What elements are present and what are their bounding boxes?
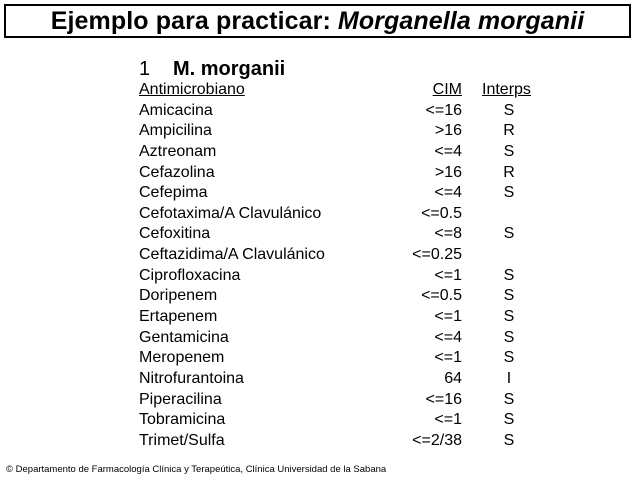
table-row: [139, 390, 539, 411]
table-row: [139, 328, 539, 349]
mic-value: <=4: [434, 328, 462, 346]
drug-name: Gentamicina: [139, 328, 229, 346]
drug-name: Cefazolina: [139, 163, 215, 181]
drug-name: Ciprofloxacina: [139, 266, 241, 284]
table-row: [139, 101, 539, 122]
interp-value: R: [503, 163, 515, 181]
header-antimicrobial: Antimicrobiano: [139, 81, 245, 98]
slide-title: [4, 4, 631, 38]
interp-value: S: [503, 328, 515, 346]
drug-name: Meropenem: [139, 349, 225, 367]
interp-value: S: [503, 287, 515, 305]
table-row: [139, 266, 539, 287]
mic-value: >16: [434, 163, 462, 181]
header-interp: Interps: [482, 81, 531, 98]
interp-value: R: [503, 122, 515, 140]
mic-value: <=2/38: [412, 431, 462, 449]
header-mic: CIM: [432, 81, 462, 98]
title-organism: Morganella morganii: [337, 6, 585, 35]
drug-name: Nitrofurantoina: [139, 369, 244, 387]
table-row: [139, 431, 539, 452]
drug-rows: [139, 101, 539, 452]
table-row: [139, 121, 539, 142]
table-row: [139, 245, 539, 266]
drug-name: Doripenem: [139, 287, 218, 305]
table-row: [139, 286, 539, 307]
mic-value: <=1: [434, 308, 462, 326]
mic-value: <=1: [434, 266, 462, 284]
table-row: [139, 410, 539, 431]
mic-value: <=4: [434, 184, 462, 202]
table-row: [139, 369, 539, 390]
interp-value: S: [503, 266, 515, 284]
title-text: Ejemplo para practicar:: [50, 6, 331, 35]
mic-value: <=16: [425, 390, 462, 408]
table-row: [139, 224, 539, 245]
table-row: [139, 183, 539, 204]
drug-name: Piperacilina: [139, 390, 222, 408]
mic-value: <=4: [434, 142, 462, 160]
drug-name: Ertapenem: [139, 308, 218, 326]
column-headers: [139, 80, 539, 101]
interp-value: S: [503, 142, 515, 160]
organism-name: M. morganii: [173, 58, 286, 80]
mic-value: <=1: [434, 411, 462, 429]
mic-value: <=0.5: [421, 287, 462, 305]
interp-value: S: [503, 225, 515, 243]
mic-value: <=1: [434, 349, 462, 367]
mic-value: <=8: [434, 225, 462, 243]
drug-name: Amicacina: [139, 101, 213, 119]
table-row: [139, 142, 539, 163]
mic-value: 64: [444, 369, 462, 387]
table-row: [139, 163, 539, 184]
isolate-number: 1: [139, 58, 151, 80]
interp-value: S: [503, 431, 515, 449]
drug-name: Cefepima: [139, 184, 208, 202]
mic-value: <=16: [425, 101, 462, 119]
drug-name: Trimet/Sulfa: [139, 431, 225, 449]
drug-name: Cefoxitina: [139, 225, 211, 243]
table-row: [139, 307, 539, 328]
report-header: [139, 58, 539, 80]
drug-name: Ceftazidima/A Clavulánico: [139, 246, 325, 264]
mic-value: <=0.25: [412, 246, 462, 264]
copyright-footer: © Departamento de Farmacología Clínica y Terapeútica, Clínica Universidad de la Sabana: [6, 464, 387, 475]
susceptibility-report: [139, 58, 539, 452]
interp-value: S: [503, 411, 515, 429]
mic-value: <=0.5: [421, 204, 462, 222]
interp-value: S: [503, 184, 515, 202]
interp-value: I: [506, 369, 512, 387]
table-row: [139, 204, 539, 225]
drug-name: Tobramicina: [139, 411, 226, 429]
interp-value: S: [503, 101, 515, 119]
drug-name: Ampicilina: [139, 122, 212, 140]
interp-value: S: [503, 308, 515, 326]
drug-name: Cefotaxima/A Clavulánico: [139, 204, 322, 222]
interp-value: S: [503, 390, 515, 408]
interp-value: S: [503, 349, 515, 367]
drug-name: Aztreonam: [139, 142, 217, 160]
table-row: [139, 348, 539, 369]
mic-value: >16: [434, 122, 462, 140]
